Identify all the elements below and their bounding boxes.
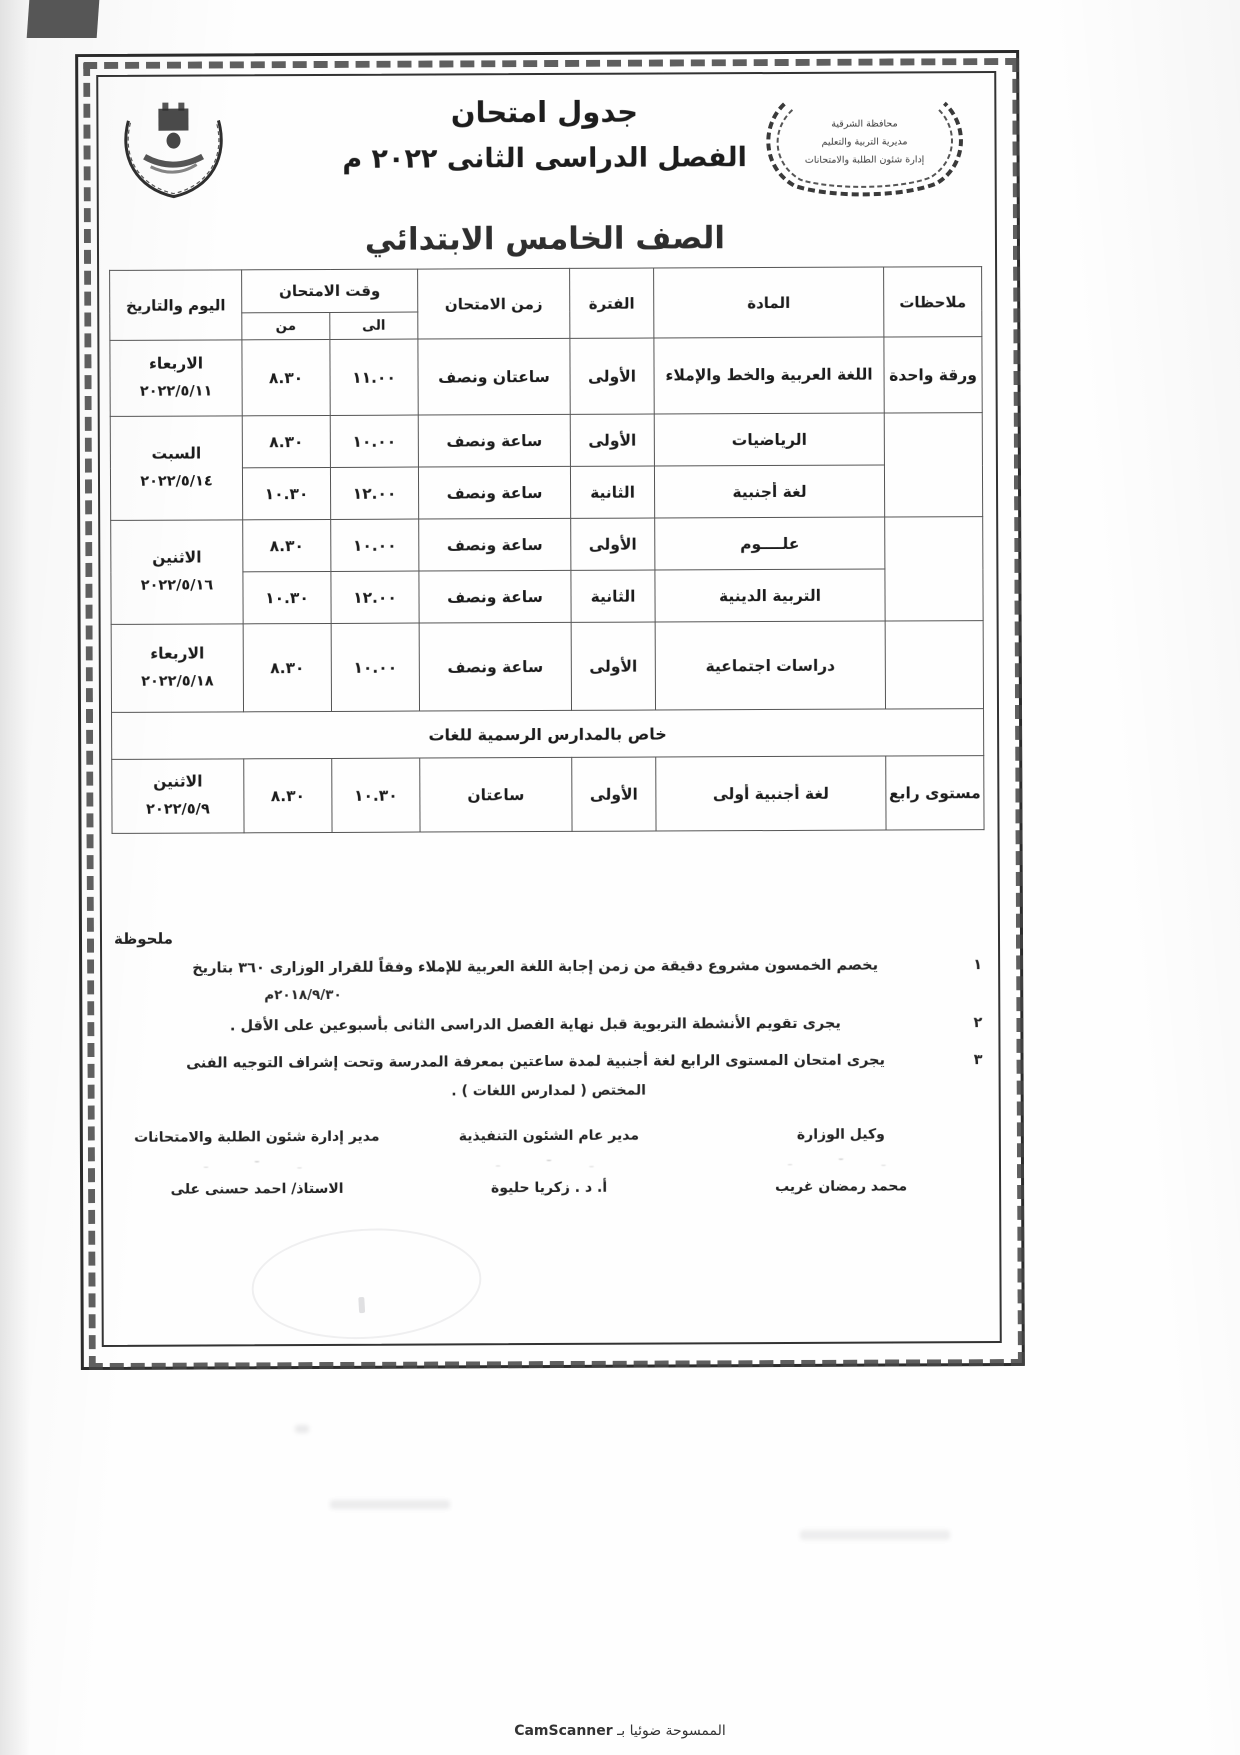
table-row bbox=[110, 337, 982, 417]
cell-time-to: ١٠.٠٠ bbox=[331, 519, 419, 571]
cell-date: ٢٠٢٢/٥/١٤ bbox=[140, 473, 213, 491]
seal-line-governorate: محافظة الشرقية bbox=[831, 117, 898, 130]
signature-name: محمد رمضان غريب bbox=[775, 1178, 908, 1196]
cell-period: الثانية bbox=[571, 570, 655, 622]
cell-day: الاربعاء bbox=[150, 644, 205, 663]
official-stamp-impression bbox=[249, 1222, 485, 1345]
cell-notes: ورقة واحدة bbox=[884, 337, 982, 413]
cell-day-date bbox=[111, 520, 243, 625]
note-number: ٣ bbox=[973, 1052, 983, 1069]
notes-title: ملحوظة bbox=[113, 929, 173, 948]
cell-period: الثانية bbox=[570, 466, 654, 518]
special-section-label: خاص بالمدارس الرسمية للغات bbox=[112, 709, 984, 760]
cell-period: الأولى bbox=[571, 622, 655, 710]
note-number: ١ bbox=[973, 957, 983, 974]
cell-duration: ساعة ونصف bbox=[418, 414, 570, 467]
scan-corner-smudge bbox=[27, 0, 100, 38]
camscanner-prefix: الممسوحة ضوئيا بـ bbox=[617, 1723, 726, 1739]
signature-role: مدير عام الشئون التنفيذية bbox=[458, 1127, 640, 1145]
cell-subject: لغة أجنبية أولى bbox=[656, 756, 886, 831]
cell-date: ٢٠٢٢/٥/١٦ bbox=[140, 577, 214, 595]
seal-line-directorate: مديرية التربية والتعليم bbox=[821, 135, 908, 148]
cell-subject: علــــوم bbox=[655, 517, 885, 570]
cell-notes: مستوى رابع bbox=[886, 756, 984, 830]
cell-day: الاربعاء bbox=[148, 354, 204, 373]
note-number: ٢ bbox=[973, 1015, 983, 1032]
cell-period: الأولى bbox=[572, 757, 656, 831]
scan-artifact bbox=[330, 1500, 450, 1509]
scan-artifact bbox=[295, 1425, 309, 1433]
cell-duration: ساعتان bbox=[420, 757, 572, 832]
header-time-to: الى bbox=[330, 312, 418, 339]
signature-name: الاستاذ/ احمد حسنى على bbox=[170, 1180, 344, 1198]
header-day-date: اليوم والتاريخ bbox=[110, 270, 242, 341]
cell-subject: التربية الدينية bbox=[655, 569, 885, 622]
cell-duration: ساعة ونصف bbox=[418, 466, 570, 519]
cell-period: الأولى bbox=[571, 518, 655, 570]
cell-subject: اللغة العربية والخط والإملاء bbox=[654, 337, 884, 414]
cell-time-from: ١٠.٣٠ bbox=[243, 571, 331, 623]
cell-date: ٢٠٢٢/٥/١٨ bbox=[141, 673, 214, 691]
cell-notes bbox=[884, 413, 982, 517]
cell-time-from: ٨.٣٠ bbox=[242, 339, 330, 415]
signature-block-exams-department bbox=[111, 1129, 403, 1198]
scan-edge-shadow bbox=[0, 0, 30, 1755]
cell-time-to: ١٠.٠٠ bbox=[330, 415, 418, 467]
cell-time-from: ٨.٣٠ bbox=[243, 519, 331, 571]
camscanner-watermark bbox=[0, 1723, 1240, 1739]
cell-time-from: ٨.٣٠ bbox=[243, 623, 331, 711]
header-subject: المادة bbox=[654, 267, 884, 338]
cell-time-to: ١٠.٣٠ bbox=[332, 758, 420, 832]
cell-duration: ساعة ونصف bbox=[419, 570, 571, 623]
cell-period: الأولى bbox=[570, 414, 654, 466]
table-row bbox=[112, 756, 984, 834]
exam-schedule-table bbox=[109, 266, 984, 834]
cell-day: الاثنين bbox=[153, 772, 203, 791]
signature-role: وكيل الوزارة bbox=[796, 1126, 885, 1143]
cell-day: الاثنين bbox=[152, 548, 202, 567]
signature-scribble bbox=[172, 1151, 342, 1178]
signature-block-executive-affairs bbox=[403, 1127, 695, 1196]
signature-block-ministry-agent bbox=[695, 1126, 987, 1195]
table-row bbox=[111, 621, 983, 713]
note-item bbox=[115, 1049, 983, 1075]
document-sheet bbox=[96, 71, 998, 1343]
note-text: يجرى تقويم الأنشطة التربوية قبل نهاية الفصل الدراسى الثانى بأسبوعين على الأقل . bbox=[229, 1016, 841, 1035]
cell-time-to: ١٢.٠٠ bbox=[330, 467, 418, 519]
header-time-from: من bbox=[242, 312, 330, 339]
table-header-row bbox=[110, 267, 982, 314]
cell-day-date bbox=[110, 416, 242, 521]
cell-subject: الرياضيات bbox=[654, 413, 884, 466]
notes-section bbox=[114, 926, 983, 1101]
cell-time-from: ٨.٣٠ bbox=[244, 758, 332, 832]
camscanner-brand: CamScanner bbox=[514, 1723, 613, 1739]
cell-duration: ساعتان ونصف bbox=[418, 338, 570, 415]
cell-time-to: ١٢.٠٠ bbox=[331, 571, 419, 623]
cell-time-to: ١٠.٠٠ bbox=[331, 623, 419, 711]
signature-role: مدير إدارة شئون الطلبة والامتحانات bbox=[134, 1128, 380, 1146]
scan-artifact bbox=[800, 1530, 950, 1540]
signature-scribble bbox=[756, 1148, 926, 1175]
note-item bbox=[114, 1013, 982, 1039]
grade-heading: الصف الخامس الابتدائي bbox=[364, 220, 726, 258]
cell-day: السبت bbox=[151, 444, 202, 463]
cell-date: ٢٠٢٢/٥/٩ bbox=[146, 801, 210, 819]
cell-date: ٢٠٢٢/٥/١١ bbox=[139, 383, 213, 401]
seal-line-department: إدارة شئون الطلبة والامتحانات bbox=[804, 153, 925, 166]
cell-time-to: ١١.٠٠ bbox=[330, 339, 418, 415]
signatures-section bbox=[111, 1126, 987, 1198]
cell-notes bbox=[885, 621, 983, 709]
cell-subject: لغة أجنبية bbox=[654, 465, 884, 518]
cell-subject: دراسات اجتماعية bbox=[655, 621, 885, 710]
note-text: يجرى امتحان المستوى الرابع لغة أجنبية لمدة ساعتين بمعرفة المدرسة وتحت إشراف التوجيه الفنى bbox=[186, 1052, 885, 1072]
cell-notes bbox=[885, 517, 983, 621]
note-item bbox=[114, 954, 982, 980]
note-tail-text: المختص ( لمدارس اللغات ) . bbox=[451, 1082, 647, 1100]
header-exam-time: وقت الامتحان bbox=[242, 269, 418, 313]
cell-duration: ساعة ونصف bbox=[419, 518, 571, 571]
special-section-row bbox=[112, 709, 984, 760]
cell-duration: ساعة ونصف bbox=[419, 622, 571, 711]
page-title: جدول امتحان bbox=[450, 94, 639, 130]
signature-scribble bbox=[464, 1150, 634, 1177]
table-row bbox=[110, 413, 982, 469]
cell-time-from: ١٠.٣٠ bbox=[242, 467, 330, 519]
cell-day-date bbox=[110, 340, 242, 417]
document-title-block bbox=[96, 93, 992, 176]
cell-day-date bbox=[111, 624, 243, 713]
header-period: الفترة bbox=[570, 268, 654, 338]
page-subtitle: الفصل الدراسى الثانى ٢٠٢٢ م bbox=[342, 142, 747, 175]
header-notes: ملاحظات bbox=[884, 267, 982, 337]
cell-time-from: ٨.٣٠ bbox=[242, 415, 330, 467]
table-row bbox=[111, 517, 983, 573]
cell-day-date bbox=[112, 759, 244, 834]
note-sub-date: ٢٠١٨/٩/٣٠م bbox=[264, 987, 342, 1004]
header-duration: زمن الامتحان bbox=[418, 268, 570, 339]
signature-name: أ. د . زكريا حليوة bbox=[491, 1179, 608, 1197]
cell-period: الأولى bbox=[570, 338, 654, 414]
note-text: يخصم الخمسون مشروع دقيقة من زمن إجابة اللغة العربية للإملاء وفقاً للقرار الوزارى ٣٦٠ بتاريخ bbox=[192, 957, 879, 977]
